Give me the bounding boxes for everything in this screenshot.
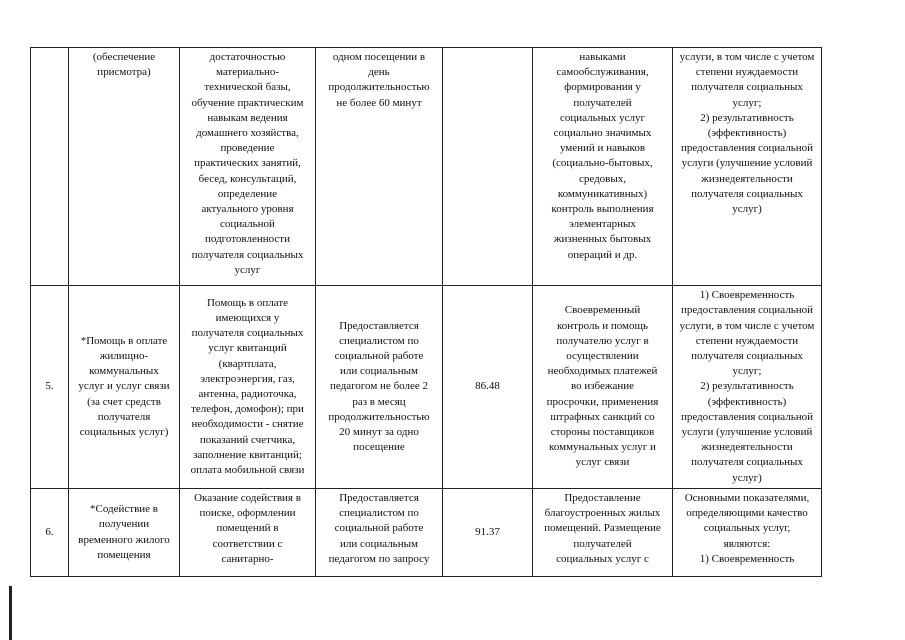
service-conditions-cell — [533, 286, 673, 489]
service-term: одном посещении в день продолжительностью не более 60 минут — [328, 51, 430, 109]
table-row — [31, 286, 822, 489]
quality-indicators: 1) Своевременность предоставления социальной услуги, в том числе с учетом степени нуждаемости получателя социальных услуг; 2) результативность (эффективность) предоставления социальной услуги (улучшение условий жизнедеятельности получателя социальных услуг) — [679, 289, 815, 484]
service-name-cell — [69, 48, 180, 286]
quality-indicators: услуги, в том числе с учетом степени нуждаемости получателя социальных услуг; 2) результативность (эффективность) предоставления социальной услуги (улучшение условий жизнедеятельности получателя социальных услуг) — [679, 51, 815, 216]
services-table — [30, 47, 822, 577]
service-term: Предоставляется специалистом по социальной работе или социальным педагогом не более 2 раз в месяц продолжительностью 20 минут за одно посещение — [328, 319, 430, 454]
service-tariff-cell — [443, 286, 533, 489]
row-number-cell — [31, 48, 69, 286]
service-content-cell — [180, 286, 316, 489]
row-number-cell — [31, 489, 69, 577]
service-tariff: 91.37 — [475, 525, 500, 538]
service-term-cell — [316, 286, 443, 489]
service-tariff: 86.48 — [475, 380, 500, 393]
service-conditions: Своевременный контроль и помощь получателю услуг в осуществлении необходимых платежей во избежание просрочки, применения штрафных санкций со стороны поставщиков коммунальных услуг и услуг связи — [546, 304, 659, 469]
row-number: 5. — [45, 380, 54, 393]
service-term: Предоставляется специалистом по социальной работе или социальным педагогом по запросу — [328, 492, 430, 565]
service-content: Помощь в оплате имеющихся у получателя социальных услуг квитанций (квартплата, электроэнергия, газ, антенна, радиоточка, телефон, домофон); при необходимости - снятие показаний счетчика, заполнение квитанций; оплата мобильной связи — [190, 296, 305, 477]
service-term-cell — [316, 489, 443, 577]
service-conditions: Предоставление благоустроенных жилых помещений. Размещение получателей социальных услуг с — [544, 492, 661, 565]
service-conditions-cell — [533, 48, 673, 286]
service-name-cell — [69, 489, 180, 577]
quality-indicators-cell — [673, 48, 822, 286]
quality-indicators-cell — [673, 489, 822, 577]
service-conditions: навыками самообслуживания, формирования у получателей социальных услуг социально значимых умений и навыков (социально-бытовых, средовых, коммуникативных) контроль выполнения элементарных жизненных бытовых операций и др. — [551, 51, 654, 261]
service-conditions-cell — [533, 489, 673, 577]
table-row — [31, 48, 822, 286]
service-name-cell — [69, 286, 180, 489]
table-row — [31, 489, 822, 577]
service-content-cell — [180, 489, 316, 577]
quality-indicators: Основными показателями, определяющими качество социальных услуг, являются: 1) Своевременность — [684, 492, 810, 565]
service-name: *Содействие в получении временного жилого помещения — [78, 503, 170, 561]
service-term-cell — [316, 48, 443, 286]
service-content-cell — [180, 48, 316, 286]
service-content: достаточностью материально- технической базы, обучение практическим навыкам ведения домашнего хозяйства, проведение практических занятий, бесед, консультаций, определение актуального уровня социальной подготовленности получателя социальных услуг — [191, 51, 304, 276]
service-name: (обеспечение присмотра) — [92, 51, 156, 79]
service-content: Оказание содействия в поиске, оформлении помещений в соответствии с санитарно- — [194, 492, 301, 565]
row-number-cell — [31, 286, 69, 489]
scan-margin-mark — [9, 586, 12, 640]
row-number: 6. — [45, 525, 54, 538]
service-tariff-cell — [443, 489, 533, 577]
service-name: *Помощь в оплате жилищно- коммунальных услуг и услуг связи (за счет средств получателя социальных услуг) — [78, 334, 170, 438]
service-tariff-cell — [443, 48, 533, 286]
quality-indicators-cell — [673, 286, 822, 489]
